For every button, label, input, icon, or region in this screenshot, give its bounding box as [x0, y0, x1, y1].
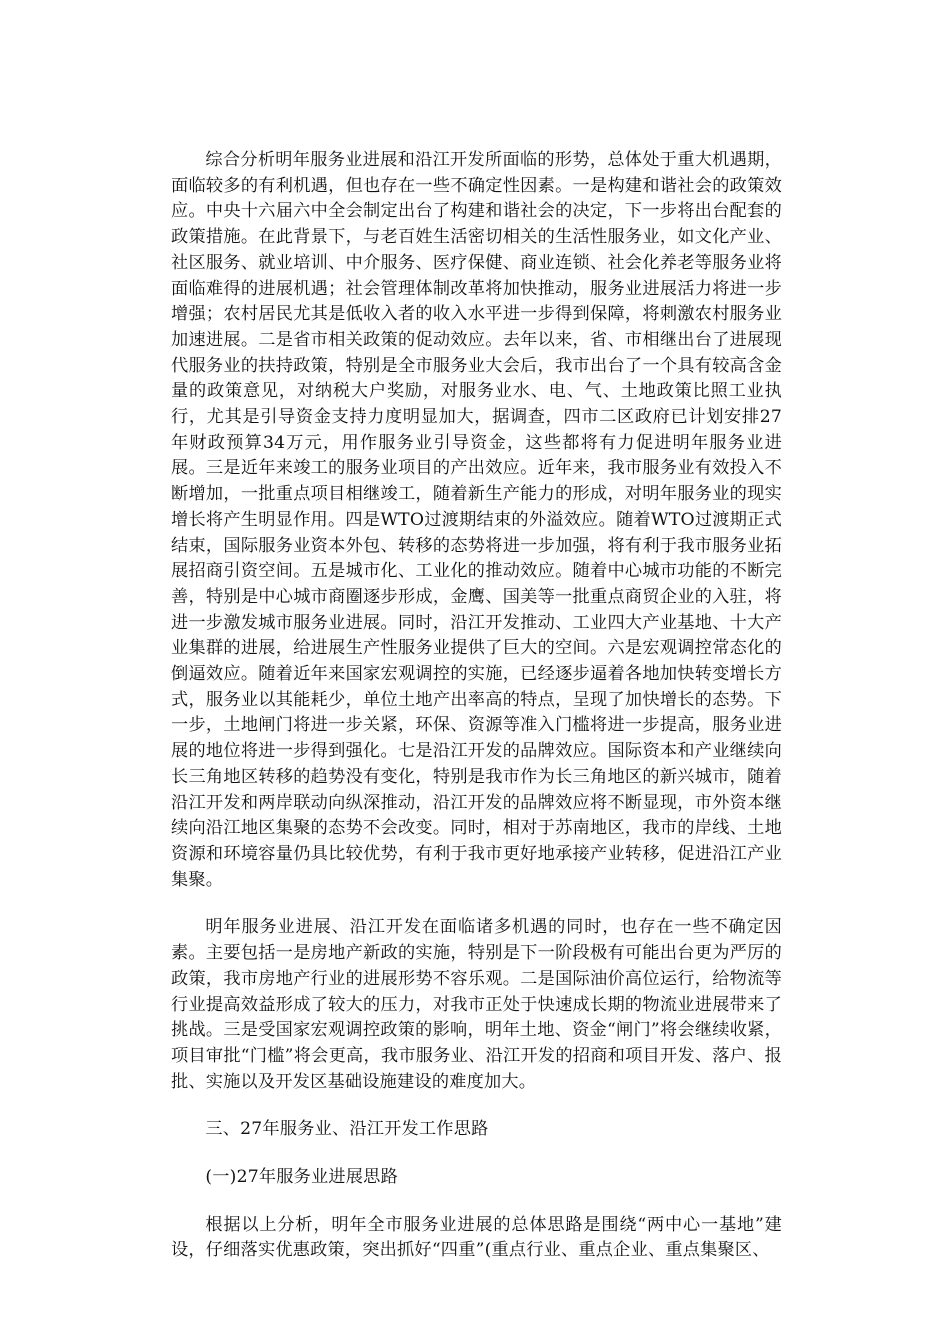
- paragraph-uncertainties: 明年服务业进展、沿江开发在面临诸多机遇的同时，也存在一些不确定因素。主要包括一是房地产新政的实施，特别是下一阶段极有可能出台更为严厉的政策，我市房地产行业的进展形势不容乐观。二是国际油价高位运行，给物流等行业提高效益形成了较大的压力，对我市正处于快速成长期的物流业进展带来了挑战。三是受国家宏观调控政策的影响，明年土地、资金“闸门”将会继续收紧，项目审批“门槛”将会更高，我市服务业、沿江开发的招商和项目开发、落户、报批、实施以及开发区基础设施建设的难度加大。: [171, 917, 782, 1092]
- document-page: [171, 148, 782, 1264]
- subsection-heading: (一)27年服务业进展思路: [205, 1167, 398, 1188]
- section-heading: 三、27年服务业、沿江开发工作思路: [205, 1119, 489, 1140]
- paragraph-overall-approach: 根据以上分析，明年全市服务业进展的总体思路是围绕“两中心一基地”建设，仔细落实优惠政策，突出抓好“四重”(重点行业、重点企业、重点集聚区、: [171, 1214, 782, 1261]
- paragraph-opportunities: 综合分析明年服务业进展和沿江开发所面临的形势，总体处于重大机遇期，面临较多的有利机遇，但也存在一些不确定性因素。一是构建和谐社会的政策效应。中央十六届六中全会制定出台了构建和谐社会的决定，下一步将出台配套的政策措施。在此背景下，与老百姓生活密切相关的生活性服务业，如文化产业、社区服务、就业培训、中介服务、医疗保健、商业连锁、社会化养老等服务业将面临难得的进展机遇；社会管理体制改革将加快推动，服务业进展活力将进一步增强；农村居民尤其是低收入者的收入水平进一步得到保障，将刺激农村服务业加速进展。二是省市相关政策的促动效应。去年以来，省、市相继出台了进展现代服务业的扶持政策，特别是全市服务业大会后，我市出台了一个具有较高含金量的政策意见，对纳税大户奖励，对服务业水、电、气、土地政策比照工业执行，尤其是引导资金支持力度明显加大，据调查，四市二区政府已计划安排27年财政预算34万元，用作服务业引导资金，这些都将有力促进明年服务业进展。三是近年来竣工的服务业项目的产出效应。近年来，我市服务业有效投入不断增加，一批重点项目相继竣工，随着新生产能力的形成，对明年服务业的现实增长将产生明显作用。四是WTO过渡期结束的外溢效应。随着WTO过渡期正式结束，国际服务业资本外包、转移的态势将进一步加强，将有利于我市服务业拓展招商引资空间。五是城市化、工业化的推动效应。随着中心城市功能的不断完善，特别是中心城市商圈逐步形成，金鹰、国美等一批重点商贸企业的入驻，将进一步激发城市服务业进展。同时，沿江开发推动、工业四大产业基地、十大产业集群的进展，给进展生产性服务业提供了巨大的空间。六是宏观调控常态化的倒逼效应。随着近年来国家宏观调控的实施，已经逐步逼着各地加快转变增长方式，服务业以其能耗少，单位土地产出率高的特点，呈现了加快增长的态势。下一步，土地闸门将进一步关紧，环保、资源等准入门槛将进一步提高，服务业进展的地位将进一步得到强化。七是沿江开发的品牌效应。国际资本和产业继续向长三角地区转移的趋势没有变化，特别是我市作为长三角地区的新兴城市，随着沿江开发和两岸联动向纵深推动，沿江开发的品牌效应将不断显现，市外资本继续向沿江地区集聚的态势不会改变。同时，相对于苏南地区，我市的岸线、土地资源和环境容量仍具比较优势，有利于我市更好地承接产业转移，促进沿江产业集聚。: [171, 150, 782, 890]
